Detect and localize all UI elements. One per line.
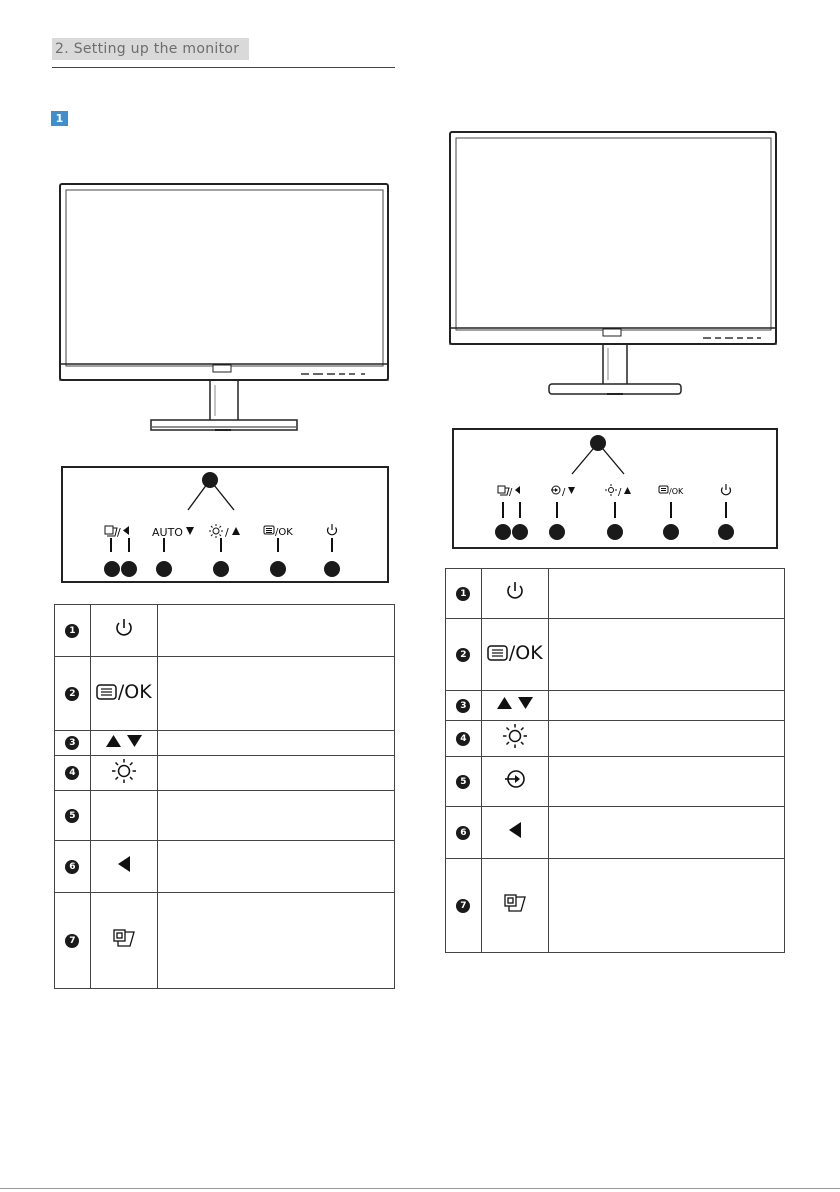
- description-cell: [548, 807, 784, 859]
- description-cell: [548, 619, 784, 691]
- left-panel-callout-lines: [61, 466, 389, 583]
- description-cell: [157, 657, 394, 731]
- description-cell: [548, 569, 784, 619]
- smartimage-icon: [111, 927, 137, 949]
- svg-text:/: /: [225, 526, 229, 539]
- row-number: 7: [65, 934, 79, 948]
- table-row: [446, 859, 785, 953]
- step-badge: 1: [51, 111, 68, 126]
- table-row: [55, 756, 395, 791]
- row-number: 6: [65, 860, 79, 874]
- description-cell: [157, 605, 394, 657]
- row-number: 5: [456, 775, 470, 789]
- row-number: 6: [456, 826, 470, 840]
- table-row: [55, 605, 395, 657]
- left-monitor-illustration: [55, 180, 395, 442]
- row-number: 2: [456, 648, 470, 662]
- smartimage-icon: [502, 892, 528, 914]
- brightness-icon: [111, 758, 137, 784]
- auto-label: AUTO: [152, 526, 183, 539]
- table-row: [446, 691, 785, 721]
- left-key-table: [54, 604, 395, 989]
- footer-rule: [0, 1188, 840, 1189]
- up-down-icon: [102, 733, 146, 749]
- table-row: [55, 791, 395, 841]
- row-number: 2: [65, 687, 79, 701]
- row-number: 1: [65, 624, 79, 638]
- description-cell: [548, 859, 784, 953]
- row-number: 3: [456, 699, 470, 713]
- ok-label: /OK: [117, 681, 152, 703]
- description-cell: [157, 893, 394, 989]
- description-cell: [157, 756, 394, 791]
- input-icon: [503, 767, 527, 791]
- description-cell: [157, 791, 394, 841]
- table-row: [55, 731, 395, 756]
- row-number: 5: [65, 809, 79, 823]
- description-cell: [157, 731, 394, 756]
- power-icon: [114, 618, 134, 638]
- icon-cell-empty: [90, 791, 157, 841]
- left-arrow-icon: [116, 855, 132, 873]
- svg-text:/OK: /OK: [275, 527, 293, 538]
- svg-text:/: /: [117, 526, 121, 539]
- header-divider: [52, 67, 395, 68]
- svg-text:/OK: /OK: [669, 487, 684, 496]
- table-row: [55, 657, 395, 731]
- row-number: 3: [65, 736, 79, 750]
- brightness-icon: [502, 723, 528, 749]
- menu-icon: [487, 644, 509, 662]
- menu-icon: [96, 683, 118, 701]
- table-row: [55, 841, 395, 893]
- right-panel-callout-lines: [452, 428, 778, 549]
- left-arrow-icon: [507, 821, 523, 839]
- table-row: [446, 569, 785, 619]
- svg-text:/: /: [618, 487, 622, 498]
- description-cell: [548, 757, 784, 807]
- description-cell: [157, 841, 394, 893]
- row-number: 7: [456, 899, 470, 913]
- up-down-icon: [493, 695, 537, 711]
- description-cell: [548, 691, 784, 721]
- right-monitor-illustration: [445, 128, 785, 404]
- svg-text:/: /: [562, 487, 566, 498]
- table-row: [446, 757, 785, 807]
- table-row: [446, 807, 785, 859]
- row-number: 1: [456, 587, 470, 601]
- section-title: 2. Setting up the monitor: [52, 38, 249, 60]
- power-icon: [505, 581, 525, 601]
- ok-label: /OK: [508, 642, 543, 664]
- right-key-table: [445, 568, 785, 953]
- row-number: 4: [456, 732, 470, 746]
- row-number: 4: [65, 766, 79, 780]
- table-row: [55, 893, 395, 989]
- description-cell: [548, 721, 784, 757]
- table-row: [446, 619, 785, 691]
- svg-text:/: /: [509, 487, 513, 498]
- table-row: [446, 721, 785, 757]
